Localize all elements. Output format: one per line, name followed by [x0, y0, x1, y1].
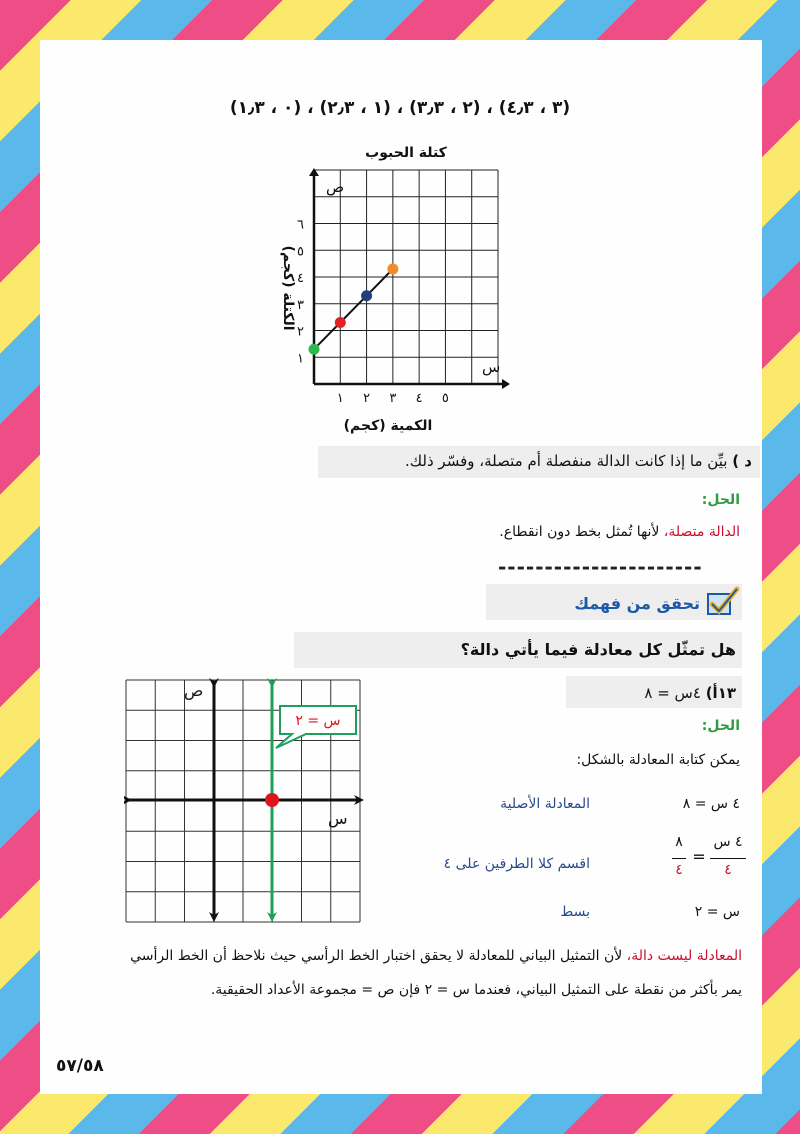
y-tick-label: ٤: [297, 271, 304, 286]
y-tick-label: ٦: [297, 217, 304, 233]
data-point: [361, 290, 372, 301]
can-write-text: يمكن كتابة المعادلة بالشكل:: [576, 752, 740, 768]
y-axis-label: الكتلة (كجم): [280, 245, 296, 331]
solution-label-2: الحل:: [701, 718, 740, 734]
x-tick-label: ٢: [363, 391, 371, 406]
chart-ticks: [297, 218, 449, 407]
step-1-note: المعادلة الأصلية: [500, 796, 590, 812]
fraction-left-bar: [710, 858, 746, 859]
step-2-fraction: [666, 834, 750, 884]
fraction-left-denominator: ٤: [724, 862, 732, 878]
page-number: ٥٧/٥٨: [56, 1056, 104, 1076]
fraction-left-numerator: ٤ س: [713, 834, 743, 850]
step-1-math: ٤ س = ٨: [682, 796, 740, 812]
conclusion-highlight: المعادلة ليست دالة،: [626, 948, 742, 964]
y-tick-label: ٥: [297, 244, 304, 260]
intersection-point: [265, 793, 279, 807]
question-d: [320, 452, 752, 470]
data-point: [387, 263, 398, 274]
answer-d: [300, 524, 740, 540]
answer-d-highlight: الدالة متصلة،: [663, 524, 740, 540]
y-tick-label: ٣: [297, 297, 304, 313]
chart-title: كتلة الحبوب: [365, 145, 447, 161]
fraction-right-denominator: ٤: [675, 862, 683, 878]
solution-label-1: الحل:: [701, 492, 740, 508]
chart-grid: [314, 170, 501, 384]
x-tick-label: ١: [336, 391, 344, 406]
y-tick-label: ٢: [297, 324, 304, 340]
equals-sign: =: [692, 847, 706, 866]
x-tick-label: ٣: [389, 391, 397, 406]
answer-d-rest: لأنها تُمثل بخط دون انقطاع.: [499, 524, 664, 540]
fraction-right-bar: [672, 858, 686, 859]
x-tick-label: ٥: [441, 391, 449, 406]
graph2-x-letter: س: [328, 809, 348, 828]
grain-mass-chart: [260, 140, 510, 440]
dashed-divider: ----------------------: [498, 555, 703, 579]
x-tick-label: ٤: [415, 391, 423, 406]
question-a: [568, 684, 736, 702]
question-a-label: ١٣أ): [705, 684, 736, 702]
main-question: هل تمثّل كل معادلة فيما يأتي دالة؟: [460, 640, 736, 659]
data-point: [309, 344, 320, 355]
conclusion-rest: لأن التمثيل البياني للمعادلة لا يحقق اختبار الخط الرأسي حيث نلاحظ أن الخط الرأسي: [130, 948, 627, 964]
vertical-line-graph: [124, 678, 364, 924]
y-axis-arrow: [309, 168, 319, 176]
y-tick-label: ١: [297, 351, 304, 367]
step-3-math: س = ٢: [694, 904, 740, 920]
callout-text: س = ٢: [295, 713, 341, 729]
data-point: [335, 317, 346, 328]
x-axis-label: الكمية (كجم): [343, 418, 433, 434]
series-line: [314, 269, 393, 349]
check-title: تحقق من فهمك: [574, 594, 700, 613]
x-axis-arrow: [502, 379, 510, 389]
conclusion-line-1: [50, 946, 742, 966]
step-3-note: بسط: [560, 904, 590, 920]
y-axis-letter: ص: [326, 178, 345, 196]
question-a-equation: ٤س = ٨: [644, 684, 701, 702]
fraction-right-numerator: ٨: [675, 834, 683, 850]
x-axis-letter: س: [482, 358, 501, 376]
graph2-y-letter: ص: [184, 681, 204, 700]
ordered-pairs: (٠ ، ١٫٣) ، (١ ، ٢٫٣) ، (٢ ، ٣٫٣) ، (٣ ، ٤٫٣): [229, 98, 571, 118]
step-2-note: اقسم كلا الطرفين على ٤: [443, 856, 590, 872]
chart-axes: [309, 168, 510, 389]
checkmark-icon: [706, 586, 740, 618]
conclusion-line-2: يمر بأكثر من نقطة على التمثيل البياني، فعندما س = ٢ فإن ص = مجموعة الأعداد الحقيقية.: [210, 982, 742, 998]
question-d-label: د ): [732, 452, 752, 470]
question-d-text: بيِّن ما إذا كانت الدالة منفصلة أم متصلة، وفسّر ذلك.: [405, 452, 728, 470]
